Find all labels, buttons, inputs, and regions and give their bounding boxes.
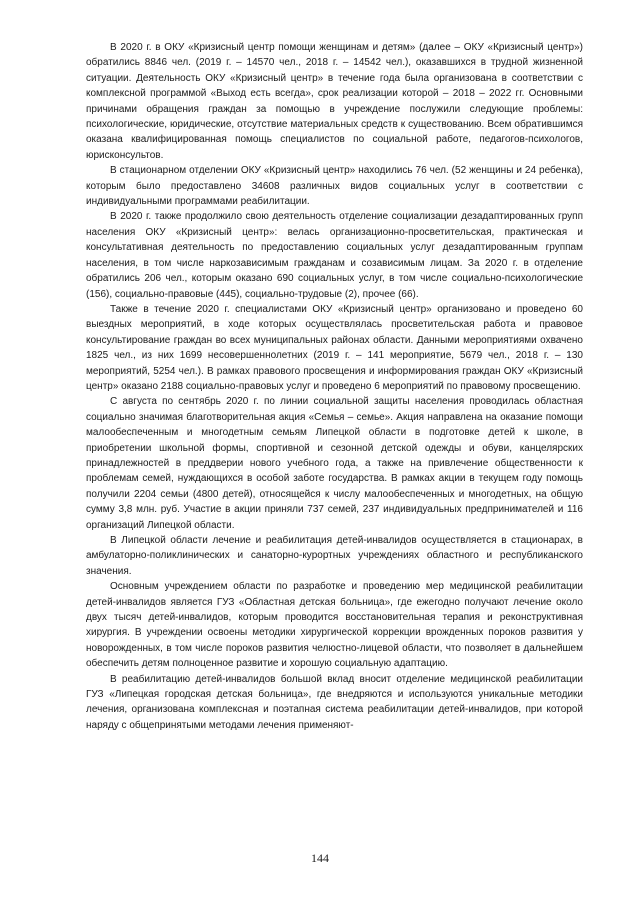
- paragraph-crisis-center-2020: В 2020 г. в ОКУ «Кризисный центр помощи женщинам и детям» (далее – ОКУ «Кризисный центр») обратились 8846 чел. (2019 г. – 14570 чел., 2018 г. – 14542 чел.), оказавшихся в трудной жизненной ситуации. Деятельность ОКУ «Кризисный центр» в течение года была организована в соответствии с комплексной программой «Выход есть всегда», срок реализации которой – 2018 – 2022 гг. Основными причинами обращения граждан за помощью в учреждение послужили следующие проблемы: психологические, юридические, отсутствие материальных средств к существованию. Всем обратившимся оказана квалифицированная помощь специалистов по социальной работе, педагогов-психологов, юрисконсультов.: [86, 42, 583, 161]
- paragraph-outreach-events: Также в течение 2020 г. специалистами ОКУ «Кризисный центр» организовано и проведено 60 выездных мероприятий, в ходе которых осуществлялась просветительская работа и правовое консультирование граждан во всех муниципальных районах области. Данными мероприятиями охвачено 1825 чел., из них 1699 несовершеннолетних (2019 г. – 141 мероприятие, 5679 чел., 2018 г. – 130 мероприятий, 5254 чел.). В рамках правового просвещения и информирования граждан ОКУ «Кризисный центр» оказано 2188 социально-правовых услуг и проведено 6 мероприятий по правовому просвещению.: [86, 303, 583, 392]
- paragraph-disabled-children-treatment: В Липецкой области лечение и реабилитация детей-инвалидов осуществляется в стационарах, в амбулаторно-поликлинических и санаторно-курортных учреждениях областного и республиканского значения.: [86, 535, 583, 577]
- paragraph-socialization-department: В 2020 г. также продолжило свою деятельность отделение социализации дезадаптированных групп населения ОКУ «Кризисный центр»: велась организационно-просветительская, практическая и консультативная деятельность по предоставлению социальных услуг дезадаптированным группам населения, в том числе наркозависимым гражданам и созависимым лицам. За 2020 г. в отделение обратились 206 чел., которым оказано 690 социальных услуг, в том числе социально-психологические (156), социально-правовые (445), социально-трудовые (2), прочее (66).: [86, 211, 583, 300]
- paragraph-city-childrens-hospital: В реабилитацию детей-инвалидов большой вклад вносит отделение медицинской реабилитации ГУЗ «Липецкая городская детская больница», где внедряются и используются уникальные методики лечения, организована комплексная и поэтапная система реабилитации детей-инвалидов, при которой наряду с общепринятыми методами лечения применяют-: [86, 673, 583, 731]
- paragraph-stationary-department: В стационарном отделении ОКУ «Кризисный центр» находились 76 чел. (52 женщины и 24 ребенка), которым было предоставлено 34608 различных видов социальных услуг в соответствии с индивидуальными программами реабилитации.: [86, 165, 583, 208]
- document-body: [86, 40, 583, 733]
- paragraph-family-to-family-campaign: С августа по сентябрь 2020 г. по линии социальной защиты населения проводилась областная социально значимая благотворительная акция «Семья – семье». Акция направлена на оказание помощи малообеспеченным и многодетным семьям Липецкой области в подготовке детей к школе, в приобретении школьной формы, спортивной и сезонной детской одежды и обуви, канцелярских принадлежностей в преддверии нового учебного года, а также на привлечение общественности к проблемам семей, нуждающихся в особой заботе государства. В рамках акции в текущем году помощь получили 2204 семьи (4800 детей), относящейся к числу малообеспеченных и многодетных, на общую сумму 3,8 млн. руб. Участие в акции приняли 737 семей, 237 индивидуальных предпринимателей и 116 организаций Липецкой области.: [86, 396, 583, 531]
- paragraph-regional-childrens-hospital: Основным учреждением области по разработке и проведению мер медицинской реабилитации детей-инвалидов является ГУЗ «Областная детская больница», где ежегодно получают лечение около двух тысяч детей-инвалидов, которым проводится восстановительная терапия и реконструктивная хирургия. В учреждении освоены методики хирургической коррекции врожденных пороков развития у новорожденных, в том числе пороков развития челюстно-лицевой области, что позволяет в дальнейшем обеспечить детям полноценное развитие и хорошую социальную адаптацию.: [86, 581, 583, 670]
- page-number: 144: [311, 851, 329, 865]
